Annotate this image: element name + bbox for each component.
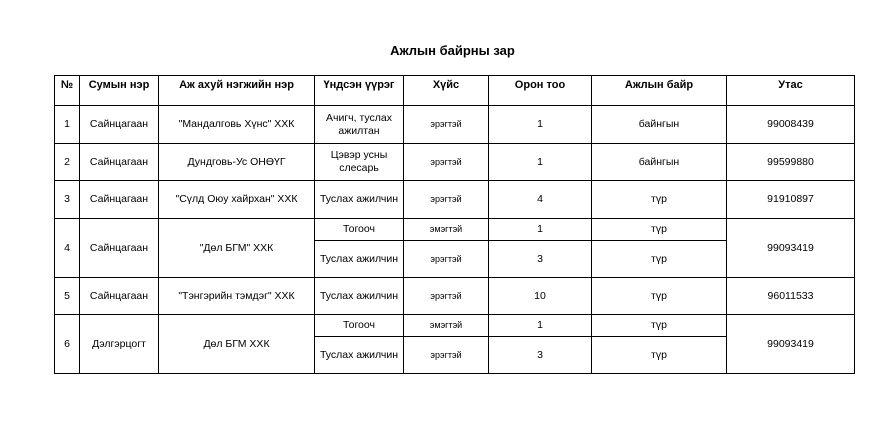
job-listings-table xyxy=(54,75,855,374)
organization-name: Дөл БГМ ХХК xyxy=(159,315,315,374)
main-duty: Ачигч, туслах ажилтан xyxy=(315,106,404,144)
table-row xyxy=(55,278,855,315)
phone-number: 99008439 xyxy=(727,106,855,144)
job-type: түр xyxy=(592,181,727,219)
position-count: 3 xyxy=(489,241,592,278)
main-duty: Тогооч xyxy=(315,315,404,337)
sum-name: Сайнцагаан xyxy=(80,219,159,278)
phone-number: 96011533 xyxy=(727,278,855,315)
phone-number: 99093419 xyxy=(727,219,855,278)
sum-name: Сайнцагаан xyxy=(80,106,159,144)
gender: эрэгтэй xyxy=(404,181,489,219)
main-duty: Туслах ажилчин xyxy=(315,337,404,374)
position-count: 3 xyxy=(489,337,592,374)
position-count: 1 xyxy=(489,144,592,181)
gender: эрэгтэй xyxy=(404,278,489,315)
job-type: түр xyxy=(592,315,727,337)
table-row xyxy=(55,106,855,144)
job-type: байнгын xyxy=(592,144,727,181)
row-number: 6 xyxy=(55,315,80,374)
main-duty: Туслах ажилчин xyxy=(315,241,404,278)
job-type: түр xyxy=(592,337,727,374)
organization-name: "Тэнгэрийн тэмдэг" ХХК xyxy=(159,278,315,315)
header-position-count: Орон тоо xyxy=(489,76,592,106)
phone-number: 99599880 xyxy=(727,144,855,181)
gender: эрэгтэй xyxy=(404,144,489,181)
job-type: байнгын xyxy=(592,106,727,144)
header-phone: Утас xyxy=(727,76,855,106)
page-title: Ажлын байрны зар xyxy=(390,43,515,58)
header-main-duty: Үндсэн үүрэг xyxy=(315,76,404,106)
main-duty: Туслах ажилчин xyxy=(315,181,404,219)
header-job-type: Ажлын байр xyxy=(592,76,727,106)
position-count: 4 xyxy=(489,181,592,219)
table-row xyxy=(55,315,855,337)
sum-name: Сайнцагаан xyxy=(80,144,159,181)
table-row xyxy=(55,144,855,181)
header-sum-name: Сумын нэр xyxy=(80,76,159,106)
row-number: 5 xyxy=(55,278,80,315)
gender: эмэгтэй xyxy=(404,315,489,337)
gender: эрэгтэй xyxy=(404,337,489,374)
header-number: № xyxy=(55,76,80,106)
gender: эмэгтэй xyxy=(404,219,489,241)
row-number: 1 xyxy=(55,106,80,144)
position-count: 1 xyxy=(489,315,592,337)
row-number: 2 xyxy=(55,144,80,181)
organization-name: Дундговь-Ус ОНӨҮГ xyxy=(159,144,315,181)
main-duty: Туслах ажилчин xyxy=(315,278,404,315)
job-type: түр xyxy=(592,278,727,315)
row-number: 4 xyxy=(55,219,80,278)
position-count: 10 xyxy=(489,278,592,315)
table-row xyxy=(55,181,855,219)
table-row xyxy=(55,219,855,241)
sum-name: Сайнцагаан xyxy=(80,278,159,315)
organization-name: "Дөл БГМ" ХХК xyxy=(159,219,315,278)
header-organization: Аж ахуй нэгжийн нэр xyxy=(159,76,315,106)
sum-name: Сайнцагаан xyxy=(80,181,159,219)
phone-number: 99093419 xyxy=(727,315,855,374)
position-count: 1 xyxy=(489,106,592,144)
job-type: түр xyxy=(592,219,727,241)
main-duty: Тогооч xyxy=(315,219,404,241)
position-count: 1 xyxy=(489,219,592,241)
header-gender: Хүйс xyxy=(404,76,489,106)
gender: эрэгтэй xyxy=(404,241,489,278)
organization-name: "Сүлд Оюу хайрхан" ХХК xyxy=(159,181,315,219)
job-type: түр xyxy=(592,241,727,278)
organization-name: "Мандалговь Хүнс" ХХК xyxy=(159,106,315,144)
sum-name: Дэлгэрцогт xyxy=(80,315,159,374)
row-number: 3 xyxy=(55,181,80,219)
main-duty: Цэвэр усны слесарь xyxy=(315,144,404,181)
gender: эрэгтэй xyxy=(404,106,489,144)
table-header-row xyxy=(55,76,855,106)
phone-number: 91910897 xyxy=(727,181,855,219)
